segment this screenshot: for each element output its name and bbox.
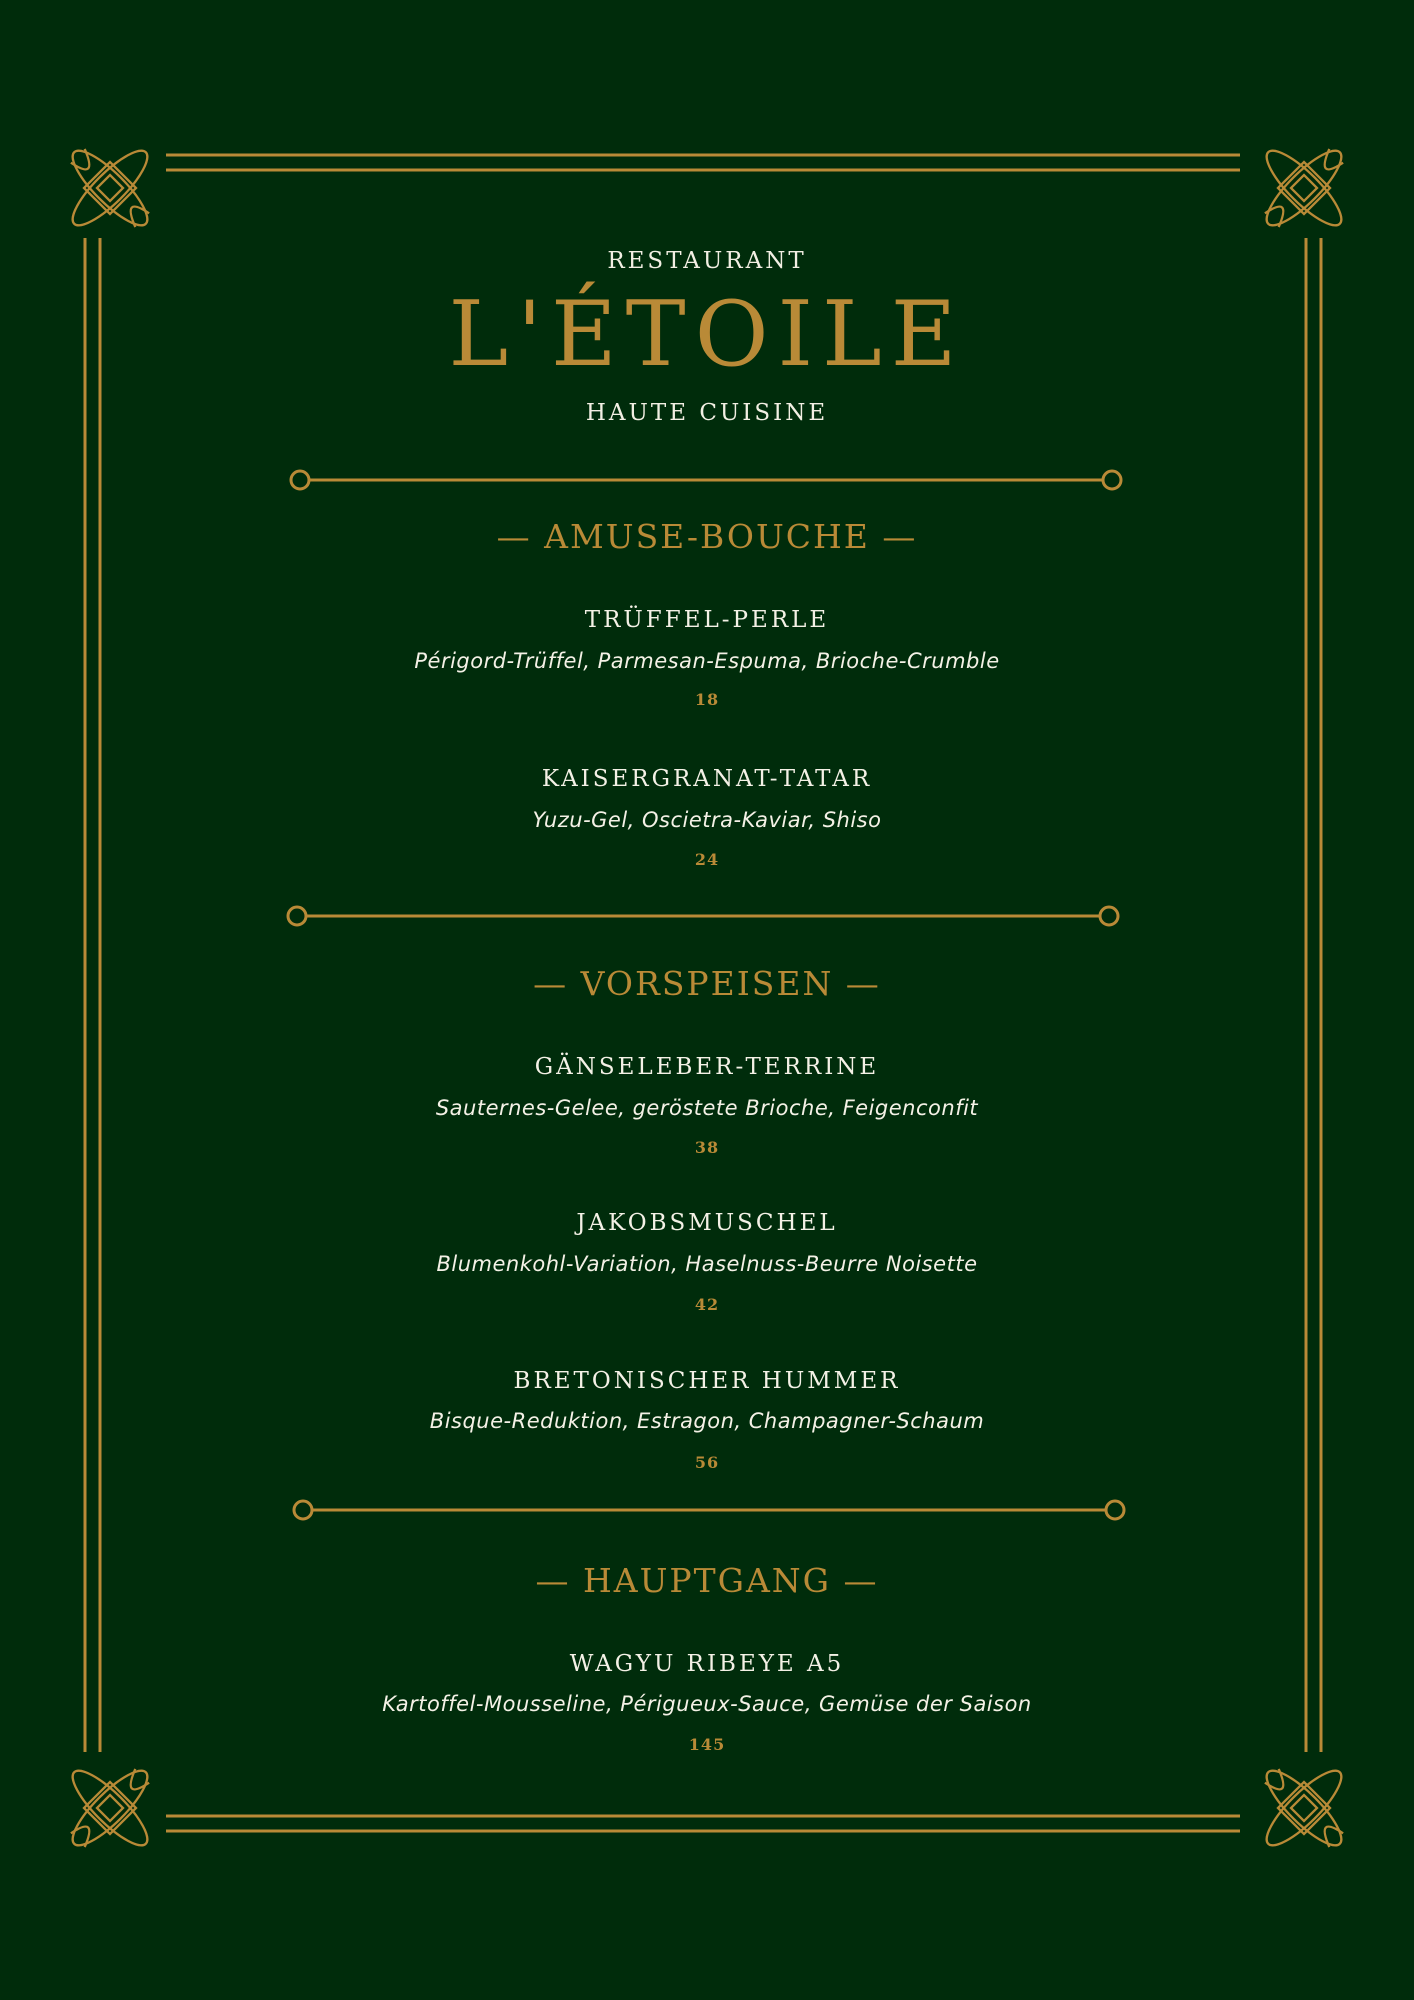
menu-item-price: 24 <box>694 850 720 869</box>
menu-item-price: 18 <box>694 690 720 709</box>
section-title-vorspeisen: — VORSPEISEN — <box>533 964 881 1003</box>
section-title-hauptgang: — HAUPTGANG — <box>535 1561 879 1600</box>
restaurant-title: L'ÉTOILE <box>448 282 966 387</box>
menu-item-name: BRETONISCHER HUMMER <box>513 1368 901 1394</box>
restaurant-kicker: RESTAURANT <box>607 248 807 274</box>
menu-item-name: WAGYU RIBEYE A5 <box>569 1651 845 1677</box>
menu-item-description: Blumenkohl-Variation, Haselnuss-Beurre Noisette <box>436 1252 978 1276</box>
menu-item-description: Kartoffel-Mousseline, Périgueux-Sauce, Gemüse der Saison <box>382 1692 1032 1716</box>
menu-item-name: KAISERGRANAT-TATAR <box>541 766 873 792</box>
menu-item-name: JAKOBSMUSCHEL <box>576 1210 838 1236</box>
menu-item-name: GÄNSELEBER-TERRINE <box>534 1054 880 1080</box>
restaurant-subtitle: HAUTE CUISINE <box>585 400 829 426</box>
menu-item-price: 145 <box>688 1735 726 1754</box>
menu-item-description: Périgord-Trüffel, Parmesan-Espuma, Brioche-Crumble <box>414 649 1000 673</box>
menu-item-description: Bisque-Reduktion, Estragon, Champagner-Schaum <box>429 1409 985 1433</box>
menu-item-price: 56 <box>694 1453 720 1472</box>
menu-item-name: TRÜFFEL-PERLE <box>584 607 830 633</box>
menu-item-price: 38 <box>694 1138 720 1157</box>
menu-item-description: Yuzu-Gel, Oscietra-Kaviar, Shiso <box>532 808 882 832</box>
menu-item-price: 42 <box>694 1295 720 1314</box>
menu-item-description: Sauternes-Gelee, geröstete Brioche, Feigenconfit <box>435 1096 979 1120</box>
section-title-amuse-bouche: — AMUSE-BOUCHE — <box>496 517 918 556</box>
